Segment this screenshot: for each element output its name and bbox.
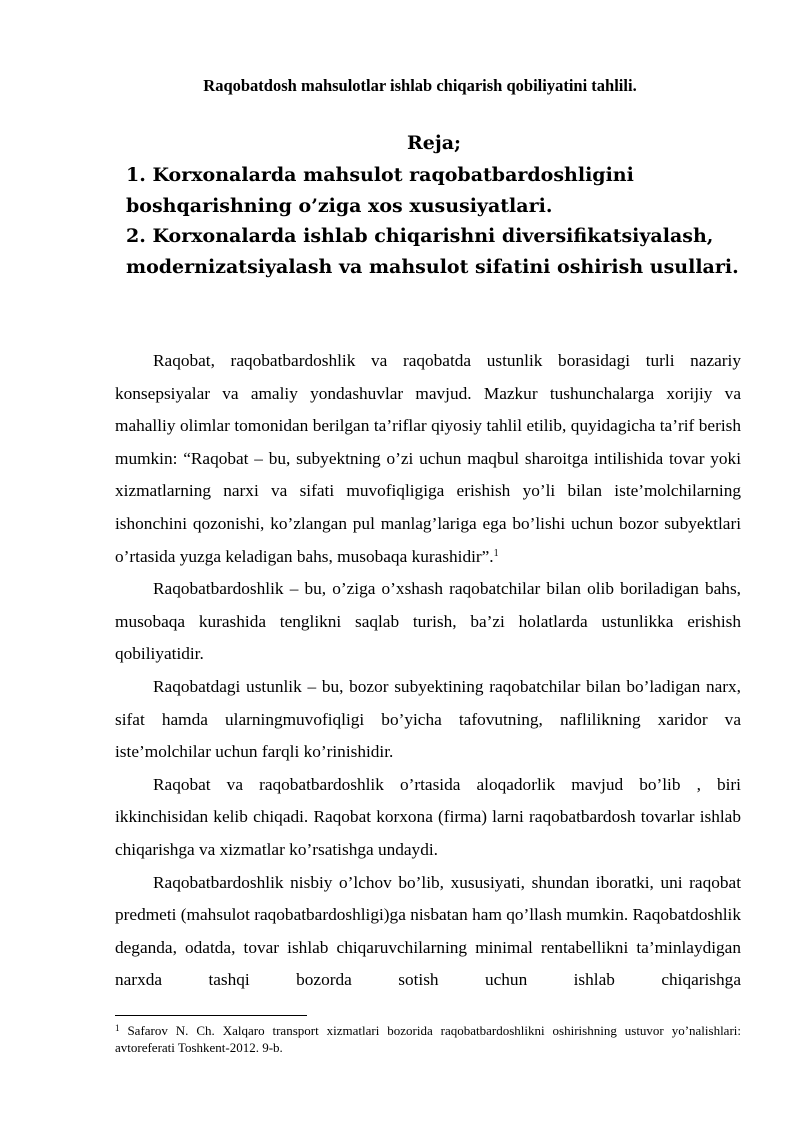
plan-heading: Reja; xyxy=(406,132,462,154)
footnote-separator xyxy=(115,1015,307,1016)
paragraph xyxy=(115,345,741,573)
footnote xyxy=(115,1022,741,1056)
paragraph: Raqobatdagi ustunlik – bu, bozor subyektining raqobatchilar bilan bo’ladigan narx, sifat hamda ularningmuvofiqligi bo’yicha tafovutning, naflilikning xaridor va iste’molchilar uchun farqli ko’rinishidir. xyxy=(115,676,741,762)
footnote-text: Safarov N. Ch. Xalqaro transport xizmatlari bozorida raqobatbardoshlikni oshirishning ustuvor yo’nalishlari: avtoreferati Toshkent-2012. 9-b. xyxy=(115,1023,742,1055)
plan-list xyxy=(126,160,766,282)
footnote-reference[interactable]: 1 xyxy=(493,547,499,559)
paragraph: Raqobatbardoshlik – bu, o’ziga o’xshash raqobatchilar bilan olib boriladigan bahs, musobaqa kurashida tenglikni saqlab turish, ba’zi holatlarda ustunlikka erishish qobiliyatidir. xyxy=(115,579,741,664)
plan-item: 2. Korxonalarda ishlab chiqarishni diversifikatsiyalash, modernizatsiyalash va mahsulot sifatini oshirish usullari. xyxy=(126,225,739,278)
footnote-marker: 1 xyxy=(115,1023,120,1033)
document-title: Raqobatdosh mahsulotlar ishlab chiqarish qobiliyatini tahlili. xyxy=(203,76,637,95)
paragraph: Raqobatbardoshlik nisbiy o’lchov bo’lib, xususiyati, shundan iboratki, uni raqobat predmeti (mahsulot raqobatbardoshligi)ga nisbatan ham qo’llash mumkin. Raqobatdoshlik deganda, odatda, tovar ishlab chiqaruvchilarning minimal rentabellikni ta’minlaydigan narxda tashqi bozorda sotish uchun ishlab chiqarishga xyxy=(115,872,741,990)
paragraph-text: Raqobat, raqobatbardoshlik va raqobatda ustunlik borasidagi turli nazariy konsepsiyalar va amaliy yondashuvlar mavjud. Mazkur tushunchalarga xorijiy va mahalliy olimlar tomonidan berilgan ta’riflar qiyosiy tahlil etilib, quyidagicha ta’rif berish mumkin: “Raqobat – bu, subyektning o’zi uchun maqbul sharoitga intilishida tovar yoki xizmatlarning narxi va sifati muvofiqligiga erishish yo’li bilan iste’molchilarning ishonchini qozonishi, ko’zlangan pul manlag’lariga ega bo’lishi uchun bozor subyektlari o’rtasida yuzga keladigan bahs, musobaqa kurashidir”. xyxy=(115,351,741,566)
paragraph: Raqobat va raqobatbardoshlik o’rtasida aloqadorlik mavjud bo’lib , biri ikkinchisidan kelib chiqadi. Raqobat korxona (firma) larni raqobatbardosh tovarlar ishlab chiqarishga va xizmatlar ko’rsatishga undaydi. xyxy=(115,774,741,859)
body-text xyxy=(115,345,741,997)
plan-item: 1. Korxonalarda mahsulot raqobatbardoshligini boshqarishning o’ziga xos xususiyatlari. xyxy=(126,164,634,217)
